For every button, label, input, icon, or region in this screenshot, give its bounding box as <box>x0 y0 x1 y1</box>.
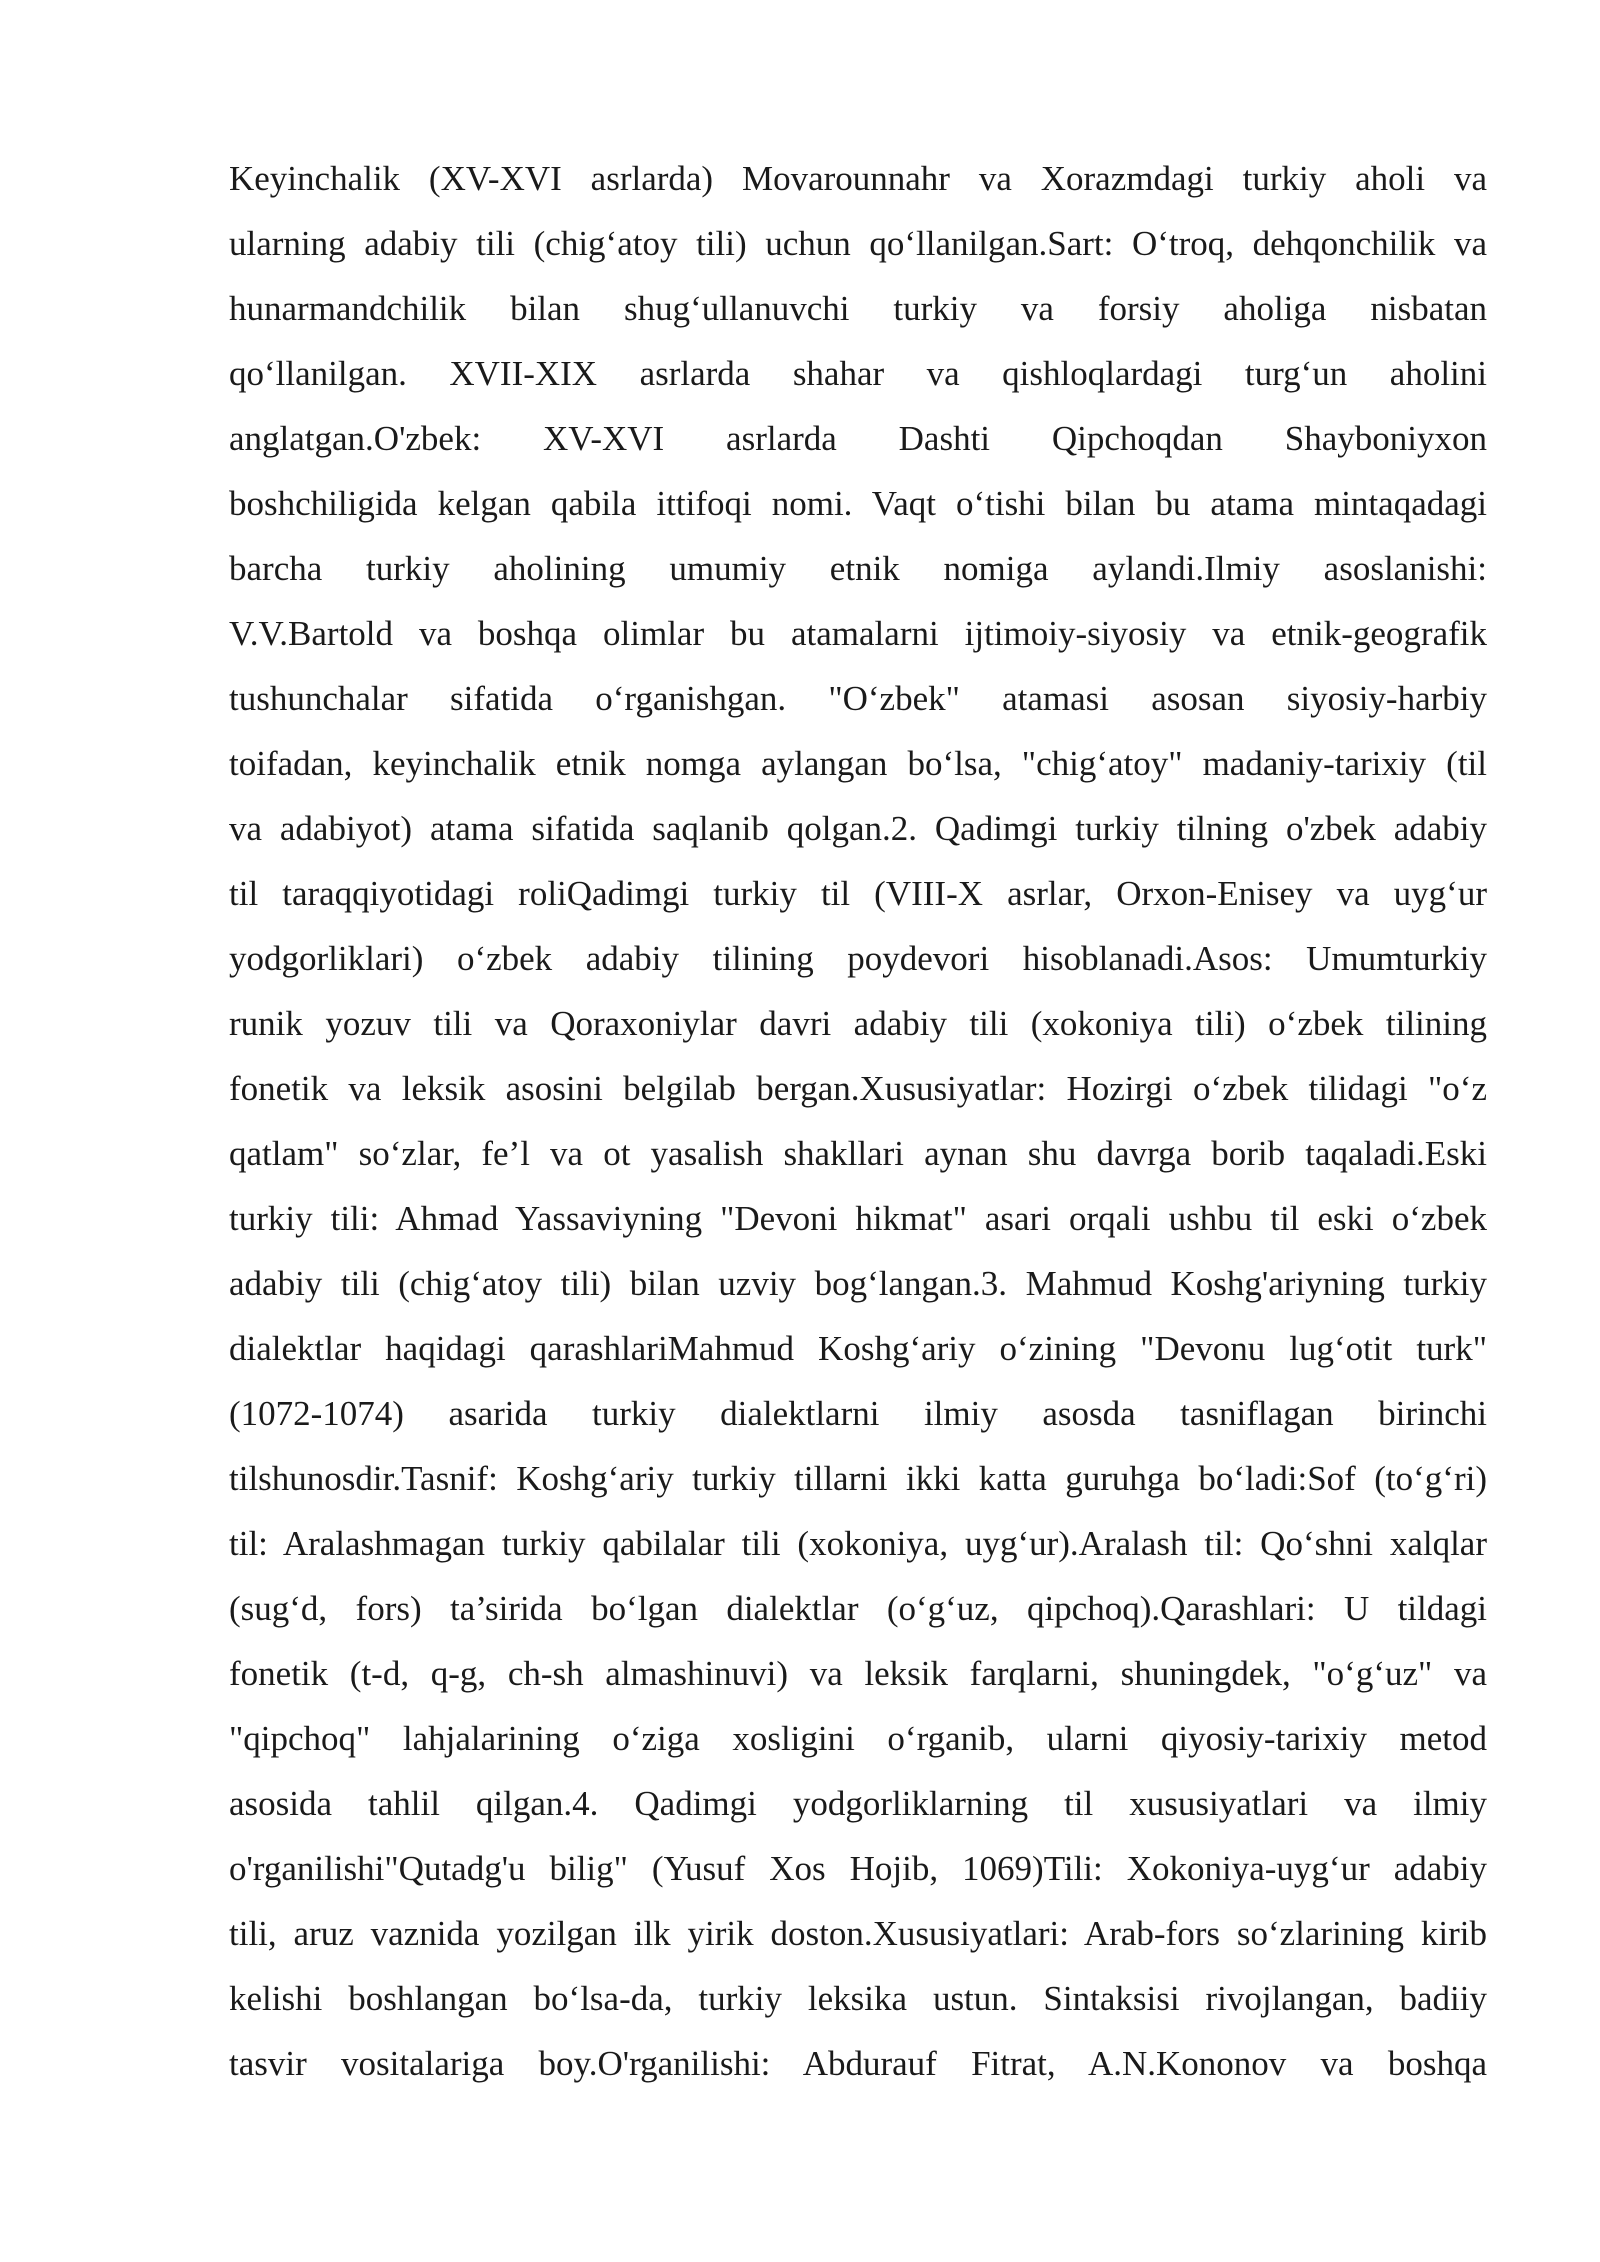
text-line: anglatgan.O'zbek: XV-XVI asrlarda Dashti Qipchoqdan Shayboniyxon <box>229 419 1487 458</box>
text-line: toifadan, keyinchalik etnik nomga aylangan bo‘lsa, "chig‘atoy" madaniy-tarixiy (til <box>229 744 1487 783</box>
text-line: qo‘llanilgan. XVII-XIX asrlarda shahar va qishloqlardagi turg‘un aholini <box>229 354 1487 393</box>
text-line: barcha turkiy aholining umumiy etnik nomiga aylandi.Ilmiy asoslanishi: <box>229 549 1487 588</box>
text-line: va adabiyot) atama sifatida saqlanib qolgan.2. Qadimgi turkiy tilning o'zbek adabiy <box>229 809 1487 848</box>
text-line: o'rganilishi"Qutadg'u bilig" (Yusuf Xos Hojib, 1069)Tili: Xokoniya-uyg‘ur adabiy <box>229 1849 1487 1888</box>
text-line: adabiy tili (chig‘atoy tili) bilan uzviy bog‘langan.3. Mahmud Koshg'ariyning turkiy <box>229 1264 1487 1303</box>
text-line: yodgorliklari) o‘zbek adabiy tilining poydevori hisoblanadi.Asos: Umumturkiy <box>229 939 1487 978</box>
text-line: turkiy tili: Ahmad Yassaviyning "Devoni hikmat" asari orqali ushbu til eski o‘zbek <box>229 1199 1487 1238</box>
text-line: dialektlar haqidagi qarashlariMahmud Koshg‘ariy o‘zining "Devonu lug‘otit turk" <box>229 1329 1487 1368</box>
text-line: tili, aruz vaznida yozilgan ilk yirik doston.Xususiyatlari: Arab-fors so‘zlarining kirib <box>229 1914 1487 1953</box>
text-line: Keyinchalik (XV-XVI asrlarda) Movarounnahr va Xorazmdagi turkiy aholi va <box>229 159 1487 198</box>
text-line: tasvir vositalariga boy.O'rganilishi: Abdurauf Fitrat, A.N.Kononov va boshqa <box>229 2044 1487 2083</box>
text-line: asosida tahlil qilgan.4. Qadimgi yodgorliklarning til xususiyatlari va ilmiy <box>229 1784 1487 1823</box>
text-line: (1072-1074) asarida turkiy dialektlarni ilmiy asosda tasniflagan birinchi <box>229 1394 1487 1433</box>
text-line: "qipchoq" lahjalarining o‘ziga xosligini o‘rganib, ularni qiyosiy-tarixiy metod <box>229 1719 1487 1758</box>
text-line: qatlam" so‘zlar, fe’l va ot yasalish shakllari aynan shu davrga borib taqaladi.Eski <box>229 1134 1487 1173</box>
text-line: boshchiligida kelgan qabila ittifoqi nomi. Vaqt o‘tishi bilan bu atama mintaqadagi <box>229 484 1487 523</box>
text-line: fonetik va leksik asosini belgilab bergan.Xususiyatlar: Hozirgi o‘zbek tilidagi "o‘z <box>229 1069 1487 1108</box>
text-line: ularning adabiy tili (chig‘atoy tili) uchun qo‘llanilgan.Sart: O‘troq, dehqonchilik va <box>229 224 1487 263</box>
text-line: runik yozuv tili va Qoraxoniylar davri adabiy tili (xokoniya tili) o‘zbek tilining <box>229 1004 1487 1043</box>
text-line: V.V.Bartold va boshqa olimlar bu atamalarni ijtimoiy-siyosiy va etnik-geografik <box>229 614 1487 653</box>
body-text <box>229 146 1487 2096</box>
text-line: hunarmandchilik bilan shug‘ullanuvchi turkiy va forsiy aholiga nisbatan <box>229 289 1487 328</box>
text-line: (sug‘d, fors) ta’sirida bo‘lgan dialektlar (o‘g‘uz, qipchoq).Qarashlari: U tildagi <box>229 1589 1487 1628</box>
text-line: til taraqqiyotidagi roliQadimgi turkiy til (VIII-X asrlar, Orxon-Enisey va uyg‘ur <box>229 874 1487 913</box>
text-line: fonetik (t-d, q-g, ch-sh almashinuvi) va leksik farqlarni, shuningdek, "o‘g‘uz" va <box>229 1654 1487 1693</box>
text-line: til: Aralashmagan turkiy qabilalar tili (xokoniya, uyg‘ur).Aralash til: Qo‘shni xalqlar <box>229 1524 1487 1563</box>
text-line: tilshunosdir.Tasnif: Koshg‘ariy turkiy tillarni ikki katta guruhga bo‘ladi:Sof (to‘g‘ri) <box>229 1459 1487 1498</box>
text-line: tushunchalar sifatida o‘rganishgan. "O‘zbek" atamasi asosan siyosiy-harbiy <box>229 679 1487 718</box>
text-line: kelishi boshlangan bo‘lsa-da, turkiy leksika ustun. Sintaksisi rivojlangan, badiiy <box>229 1979 1487 2018</box>
